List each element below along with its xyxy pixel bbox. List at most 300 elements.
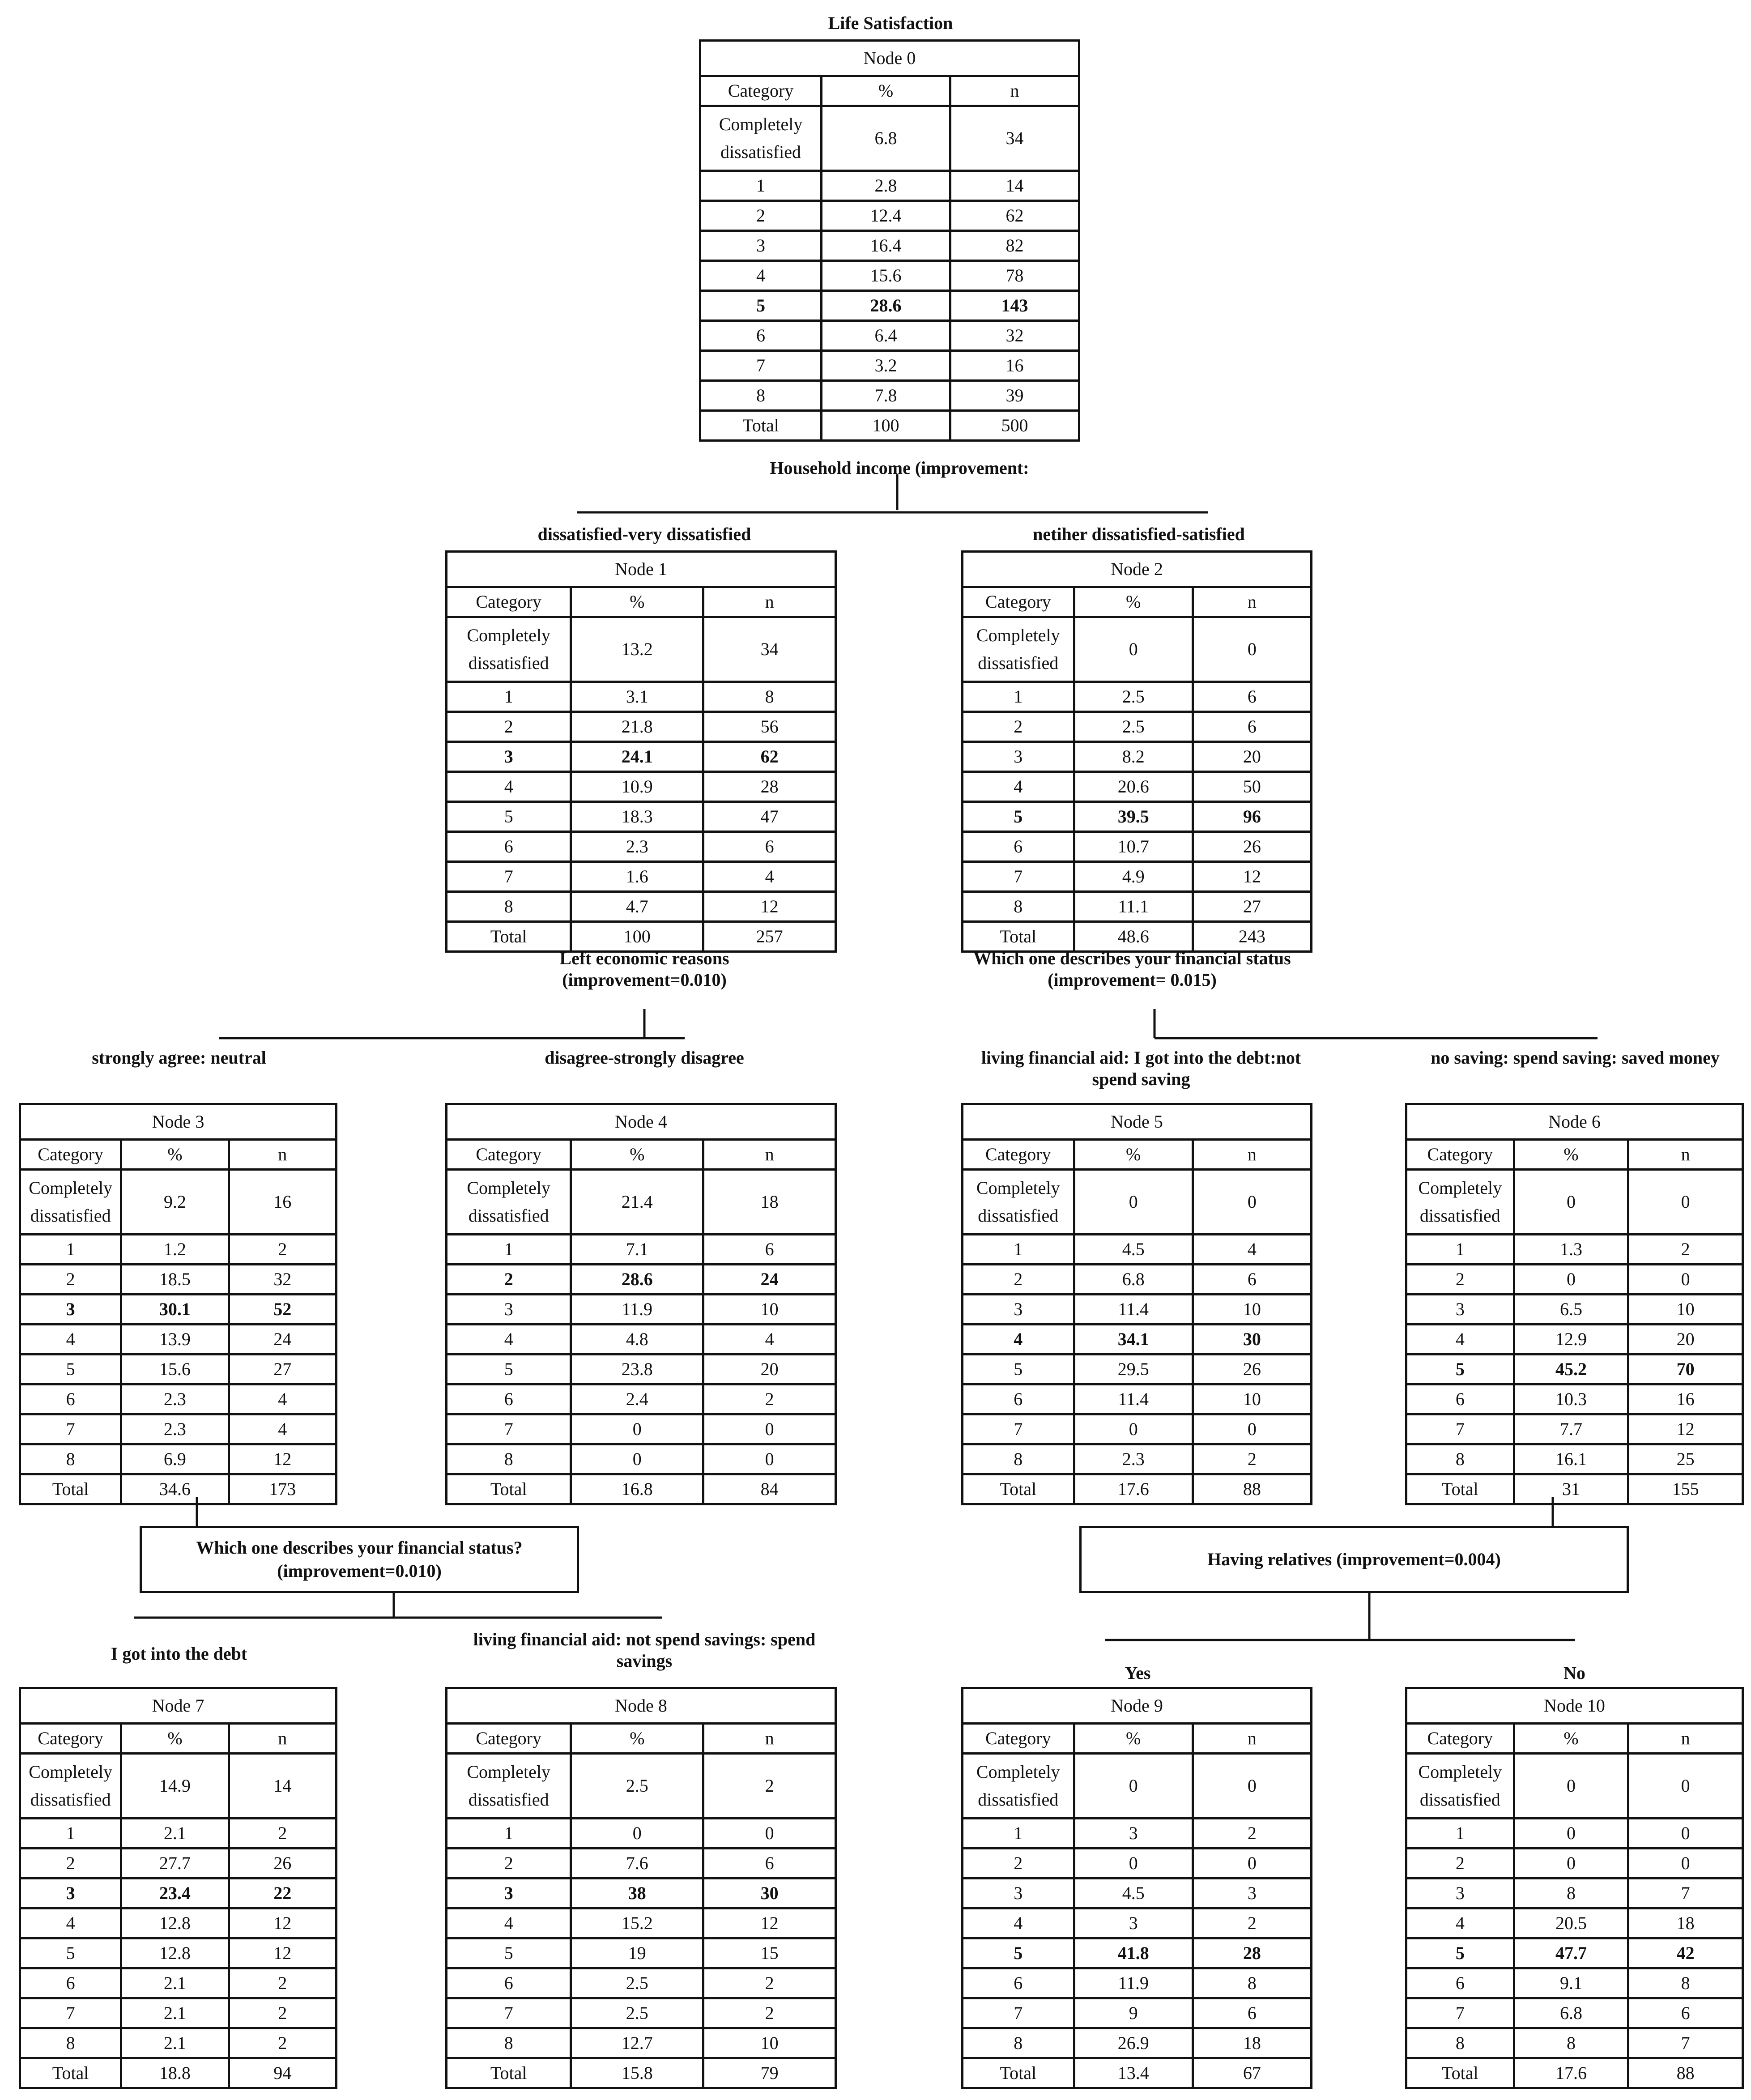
table-cell: 4.7 <box>571 892 703 922</box>
table-cell: 12 <box>703 892 836 922</box>
table-cell: 6 <box>447 1384 571 1414</box>
branch-label-node1: dissatisfied-very dissatisfied <box>537 524 751 544</box>
table-cell: 12 <box>1193 862 1311 892</box>
table-row <box>20 1849 337 1878</box>
node-title: Node 8 <box>447 1688 836 1724</box>
table-cell: 4 <box>20 1908 121 1938</box>
table-cell: 13.2 <box>571 617 703 682</box>
table-row <box>447 682 836 712</box>
table-cell: 28 <box>703 772 836 802</box>
table-row <box>963 682 1312 712</box>
table-cell: 12.4 <box>822 201 950 231</box>
table-cell: 1.2 <box>121 1235 229 1265</box>
table-cell: 26 <box>229 1849 336 1878</box>
table-cell: 14 <box>950 171 1079 201</box>
table-row <box>963 1444 1312 1474</box>
table-cell: 32 <box>950 321 1079 351</box>
table-cell: 2 <box>703 1998 836 2028</box>
table-cell: 0 <box>1628 1754 1743 1819</box>
table-cell: 143 <box>950 291 1079 321</box>
table-cell: 84 <box>703 1474 836 1504</box>
table-cell: 6 <box>1406 1384 1514 1414</box>
table-cell: 12.9 <box>1514 1325 1628 1355</box>
table-cell: 2.5 <box>571 1998 703 2028</box>
table-cell: 24 <box>229 1325 336 1355</box>
table-cell: 0 <box>703 1819 836 1849</box>
table-row <box>1406 1819 1743 1849</box>
branch-label-node4: disagree-strongly disagree <box>545 1048 744 1068</box>
table-cell: 4 <box>447 1908 571 1938</box>
table-cell: 2 <box>703 1754 836 1819</box>
table-cell: 88 <box>1193 1474 1311 1504</box>
table-row <box>447 1819 836 1849</box>
branch-label-node2: netiher dissatisfied-satisfied <box>1033 524 1245 544</box>
table-row <box>963 772 1312 802</box>
table-cell: 6 <box>1193 712 1311 742</box>
column-header: % <box>822 76 950 106</box>
table-row <box>447 1938 836 1968</box>
table-row <box>963 1878 1312 1908</box>
table-cell: 4 <box>1406 1325 1514 1355</box>
table-cell: 26 <box>1193 832 1311 862</box>
table-cell: 155 <box>1628 1474 1743 1504</box>
table-cell: 9 <box>1074 1998 1193 2028</box>
table-cell: 0 <box>571 1819 703 1849</box>
table-row <box>963 1355 1312 1384</box>
table-row <box>1406 1938 1743 1968</box>
column-header: n <box>229 1724 336 1754</box>
table-cell: 8 <box>963 1444 1074 1474</box>
table-cell: 17.6 <box>1074 1474 1193 1504</box>
table-cell: 6 <box>703 832 836 862</box>
table-row <box>20 1968 337 1998</box>
table-cell: 20 <box>1193 742 1311 772</box>
tree-title: Life Satisfaction <box>828 13 953 33</box>
table-row <box>963 1849 1312 1878</box>
table-cell: Total <box>963 922 1074 952</box>
table-cell: 4 <box>963 1325 1074 1355</box>
table-cell: 7 <box>447 1414 571 1444</box>
table-cell: 1 <box>447 1819 571 1849</box>
table-cell: 20.5 <box>1514 1908 1628 1938</box>
table-cell: 23.4 <box>121 1878 229 1908</box>
table-cell: 78 <box>950 261 1079 291</box>
table-cell: 94 <box>229 2058 336 2088</box>
table-cell: 21.4 <box>571 1170 703 1235</box>
table-cell: 10.9 <box>571 772 703 802</box>
table-row <box>447 1235 836 1265</box>
table-row <box>963 1938 1312 1968</box>
table-cell: 22 <box>229 1878 336 1908</box>
table-row <box>700 106 1079 171</box>
table-cell: 2 <box>1193 1908 1311 1938</box>
table-cell: 6.5 <box>1514 1295 1628 1325</box>
table-cell: 0 <box>1074 1754 1193 1819</box>
table-cell: 6.8 <box>822 106 950 171</box>
table-cell: 8 <box>1406 1444 1514 1474</box>
table-cell: 32 <box>229 1265 336 1295</box>
table-row <box>700 201 1079 231</box>
table-cell: 8 <box>20 2028 121 2058</box>
split-box-node3 <box>140 1526 579 1593</box>
column-header: Category <box>20 1140 121 1170</box>
node-table <box>1405 1687 1744 2089</box>
table-cell: 15.8 <box>571 2058 703 2088</box>
table-cell: 96 <box>1193 802 1311 832</box>
table-cell: 10.3 <box>1514 1384 1628 1414</box>
table-row <box>447 2028 836 2058</box>
table-row <box>1406 1849 1743 1878</box>
column-header: Category <box>1406 1724 1514 1754</box>
node-title: Node 6 <box>1406 1104 1743 1140</box>
table-cell: 2 <box>20 1265 121 1295</box>
column-header: n <box>703 587 836 617</box>
table-cell: 0 <box>1193 1170 1311 1235</box>
table-cell: 3 <box>1193 1878 1311 1908</box>
table-row <box>447 1170 836 1235</box>
column-header: n <box>1628 1724 1743 1754</box>
table-row <box>963 1325 1312 1355</box>
column-header: % <box>121 1724 229 1754</box>
branch-label-node8: living financial aid: not spend savings: spend savings <box>473 1629 816 1671</box>
column-header: Category <box>20 1724 121 1754</box>
table-cell: 10 <box>1193 1295 1311 1325</box>
table-cell: 3 <box>1406 1295 1514 1325</box>
table-cell: 5 <box>20 1938 121 1968</box>
table-row <box>1406 1170 1743 1235</box>
table-cell: 0 <box>1193 617 1311 682</box>
table-cell: 6.4 <box>822 321 950 351</box>
table-cell: 0 <box>1193 1414 1311 1444</box>
table-cell: 2.1 <box>121 2028 229 2058</box>
table-cell: Total <box>447 1474 571 1504</box>
table-cell: 11.9 <box>571 1295 703 1325</box>
table-cell: 7 <box>20 1998 121 2028</box>
table-cell: 5 <box>963 1355 1074 1384</box>
table-cell: 27 <box>229 1355 336 1384</box>
table-row <box>20 1878 337 1908</box>
node-table <box>445 550 837 953</box>
table-cell: 7.7 <box>1514 1414 1628 1444</box>
table-cell: 0 <box>1628 1170 1743 1235</box>
table-row <box>20 1355 337 1384</box>
table-cell: 6 <box>963 1384 1074 1414</box>
table-cell: 2.3 <box>121 1414 229 1444</box>
table-cell: 2.3 <box>121 1384 229 1414</box>
table-cell: 28 <box>1193 1938 1311 1968</box>
table-row <box>963 832 1312 862</box>
table-cell: 7.8 <box>822 381 950 411</box>
table-cell: 31 <box>1514 1474 1628 1504</box>
table-cell: 2 <box>229 1968 336 1998</box>
column-header: Category <box>447 1724 571 1754</box>
table-cell: 2.1 <box>121 1819 229 1849</box>
table-cell: 8.2 <box>1074 742 1193 772</box>
table-cell: 11.1 <box>1074 892 1193 922</box>
table-cell: 24.1 <box>571 742 703 772</box>
table-cell: 16.1 <box>1514 1444 1628 1474</box>
split-label-node1: Left economic reasons (improvement=0.010) <box>559 948 729 990</box>
table-cell: 2 <box>1406 1265 1514 1295</box>
table-cell: 6.8 <box>1514 1998 1628 2028</box>
table-cell: 4 <box>1406 1908 1514 1938</box>
table-row <box>1406 1355 1743 1384</box>
table-cell: 16 <box>950 351 1079 381</box>
table-row <box>700 291 1079 321</box>
node-5 <box>961 1103 1312 1505</box>
table-cell: 2 <box>1628 1235 1743 1265</box>
table-cell: Total <box>20 2058 121 2088</box>
table-cell: 7 <box>1406 1414 1514 1444</box>
table-cell: 19 <box>571 1938 703 1968</box>
column-header: Category <box>963 1140 1074 1170</box>
table-cell: 7 <box>1628 2028 1743 2058</box>
table-row <box>447 1908 836 1938</box>
table-cell: 500 <box>950 411 1079 441</box>
table-cell: 15 <box>703 1938 836 1968</box>
table-cell: 173 <box>229 1474 336 1504</box>
table-cell: 2 <box>1193 1819 1311 1849</box>
node-table <box>961 1103 1312 1505</box>
table-cell: 12.8 <box>121 1908 229 1938</box>
table-cell: 11.4 <box>1074 1384 1193 1414</box>
table-cell: 3 <box>700 231 822 261</box>
table-cell: Completely dissatisfied <box>963 617 1074 682</box>
table-cell: 0 <box>1074 1170 1193 1235</box>
node-2 <box>961 550 1312 953</box>
table-cell: 1 <box>447 1235 571 1265</box>
table-row <box>963 1754 1312 1819</box>
table-row <box>700 411 1079 441</box>
node-title: Node 9 <box>963 1688 1312 1724</box>
table-cell: 4 <box>1193 1235 1311 1265</box>
table-row <box>447 1295 836 1325</box>
table-cell: 6 <box>1193 1265 1311 1295</box>
table-cell: 20.6 <box>1074 772 1193 802</box>
table-cell: 6 <box>1628 1998 1743 2028</box>
table-row <box>447 862 836 892</box>
table-row <box>963 1908 1312 1938</box>
table-row <box>1406 1295 1743 1325</box>
table-cell: 18.5 <box>121 1265 229 1295</box>
column-header: % <box>121 1140 229 1170</box>
table-row <box>1406 1325 1743 1355</box>
table-cell: 26.9 <box>1074 2028 1193 2058</box>
table-cell: 3 <box>447 742 571 772</box>
table-row <box>1406 1444 1743 1474</box>
split-label-node2: Which one describes your financial status (improvement= 0.015) <box>973 948 1291 990</box>
table-cell: 8 <box>703 682 836 712</box>
table-row <box>963 802 1312 832</box>
table-cell: 18 <box>1628 1908 1743 1938</box>
table-cell: 7 <box>963 1414 1074 1444</box>
table-cell: 3 <box>447 1878 571 1908</box>
table-cell: 14.9 <box>121 1754 229 1819</box>
table-cell: 16 <box>1628 1384 1743 1414</box>
table-cell: 3 <box>447 1295 571 1325</box>
table-cell: Total <box>447 922 571 952</box>
table-cell: 0 <box>1514 1265 1628 1295</box>
table-cell: 28.6 <box>571 1265 703 1295</box>
table-cell: 14 <box>229 1754 336 1819</box>
table-cell: 67 <box>1193 2058 1311 2088</box>
table-cell: 6 <box>1193 682 1311 712</box>
table-cell: 3 <box>1406 1878 1514 1908</box>
split-label-root: Household income (improvement: <box>770 458 1029 478</box>
table-row <box>700 231 1079 261</box>
column-header: n <box>229 1140 336 1170</box>
table-row <box>20 1295 337 1325</box>
table-cell: 2.5 <box>1074 712 1193 742</box>
node-7 <box>19 1687 337 2089</box>
table-cell: 10.7 <box>1074 832 1193 862</box>
table-row <box>20 1384 337 1414</box>
column-header: Category <box>963 1724 1074 1754</box>
table-row <box>700 351 1079 381</box>
node-title: Node 0 <box>700 41 1079 76</box>
column-header: % <box>571 1140 703 1170</box>
node-title: Node 10 <box>1406 1688 1743 1724</box>
table-row <box>447 712 836 742</box>
table-cell: 7 <box>447 1998 571 2028</box>
column-header: n <box>703 1724 836 1754</box>
branch-label-node9: Yes <box>1125 1663 1151 1683</box>
column-header: Category <box>700 76 822 106</box>
table-cell: 52 <box>229 1295 336 1325</box>
branch-label-node6: no saving: spend saving: saved money <box>1431 1048 1720 1068</box>
table-cell: 3 <box>20 1295 121 1325</box>
table-cell: 15.6 <box>822 261 950 291</box>
table-cell: 18.3 <box>571 802 703 832</box>
table-cell: 2 <box>963 1265 1074 1295</box>
table-row <box>700 381 1079 411</box>
table-cell: 45.2 <box>1514 1355 1628 1384</box>
table-row <box>963 1414 1312 1444</box>
table-cell: 3 <box>963 1295 1074 1325</box>
table-cell: 88 <box>1628 2058 1743 2088</box>
table-row <box>20 1754 337 1819</box>
table-cell: 1.6 <box>571 862 703 892</box>
table-cell: 38 <box>571 1878 703 1908</box>
table-row <box>20 1414 337 1444</box>
table-cell: 1.3 <box>1514 1235 1628 1265</box>
table-cell: Total <box>20 1474 121 1504</box>
table-row <box>20 1170 337 1235</box>
table-cell: 7.6 <box>571 1849 703 1878</box>
table-cell: 4 <box>447 772 571 802</box>
table-cell: 26 <box>1193 1355 1311 1384</box>
node-table <box>19 1687 337 2089</box>
table-cell: 2 <box>447 1849 571 1878</box>
table-cell: 12 <box>229 1938 336 1968</box>
table-cell: 0 <box>1074 617 1193 682</box>
table-cell: 1 <box>1406 1819 1514 1849</box>
table-cell: 30.1 <box>121 1295 229 1325</box>
table-cell: 4.5 <box>1074 1235 1193 1265</box>
table-cell: 0 <box>1514 1754 1628 1819</box>
table-cell: 2.8 <box>822 171 950 201</box>
table-cell: 2 <box>229 1235 336 1265</box>
table-row <box>20 1908 337 1938</box>
table-cell: 1 <box>963 1819 1074 1849</box>
table-cell: 0 <box>571 1444 703 1474</box>
table-cell: 6 <box>20 1968 121 1998</box>
table-cell: 27 <box>1193 892 1311 922</box>
table-cell: 8 <box>963 892 1074 922</box>
table-row <box>447 1355 836 1384</box>
table-cell: 47.7 <box>1514 1938 1628 1968</box>
table-row <box>20 1998 337 2028</box>
table-cell: Completely dissatisfied <box>1406 1170 1514 1235</box>
table-cell: 7 <box>963 1998 1074 2028</box>
table-row <box>1406 2058 1743 2088</box>
table-cell: 0 <box>1628 1265 1743 1295</box>
table-row <box>1406 1265 1743 1295</box>
column-header: n <box>703 1140 836 1170</box>
table-cell: 5 <box>447 1938 571 1968</box>
table-cell: 42 <box>1628 1938 1743 1968</box>
table-row <box>1406 2028 1743 2058</box>
table-row <box>447 1474 836 1504</box>
table-cell: 0 <box>1074 1414 1193 1444</box>
table-cell: 5 <box>700 291 822 321</box>
table-cell: 4.5 <box>1074 1878 1193 1908</box>
table-row <box>963 2058 1312 2088</box>
table-cell: 6 <box>703 1849 836 1878</box>
table-cell: 3 <box>963 1878 1074 1908</box>
table-cell: 21.8 <box>571 712 703 742</box>
table-row <box>963 1998 1312 2028</box>
table-cell: 5 <box>447 802 571 832</box>
table-cell: 10 <box>1628 1295 1743 1325</box>
table-cell: 5 <box>963 802 1074 832</box>
column-header: n <box>1193 1724 1311 1754</box>
table-cell: 16 <box>229 1170 336 1235</box>
table-cell: 28.6 <box>822 291 950 321</box>
table-cell: Total <box>1406 1474 1514 1504</box>
table-cell: 6 <box>1193 1998 1311 2028</box>
table-cell: 7 <box>963 862 1074 892</box>
column-header: n <box>950 76 1079 106</box>
node-title: Node 3 <box>20 1104 337 1140</box>
table-row <box>1406 1384 1743 1414</box>
table-cell: 39.5 <box>1074 802 1193 832</box>
table-cell: 2 <box>700 201 822 231</box>
table-cell: 30 <box>703 1878 836 1908</box>
node-3 <box>19 1103 337 1505</box>
table-cell: 8 <box>1406 2028 1514 2058</box>
table-cell: 5 <box>20 1355 121 1384</box>
table-cell: 2 <box>447 712 571 742</box>
table-cell: 3 <box>1074 1819 1193 1849</box>
table-cell: 2.3 <box>571 832 703 862</box>
column-header: n <box>1193 1140 1311 1170</box>
table-cell: 62 <box>950 201 1079 231</box>
column-header: % <box>1074 1140 1193 1170</box>
table-cell: 9.1 <box>1514 1968 1628 1998</box>
table-cell: Total <box>700 411 822 441</box>
table-row <box>963 742 1312 772</box>
table-cell: 2 <box>703 1384 836 1414</box>
table-cell: 20 <box>703 1355 836 1384</box>
node-8 <box>445 1687 837 2089</box>
table-cell: 34.6 <box>121 1474 229 1504</box>
table-cell: 8 <box>963 2028 1074 2058</box>
table-row <box>20 1474 337 1504</box>
column-header: % <box>571 587 703 617</box>
table-row <box>700 321 1079 351</box>
table-cell: 6 <box>963 1968 1074 1998</box>
